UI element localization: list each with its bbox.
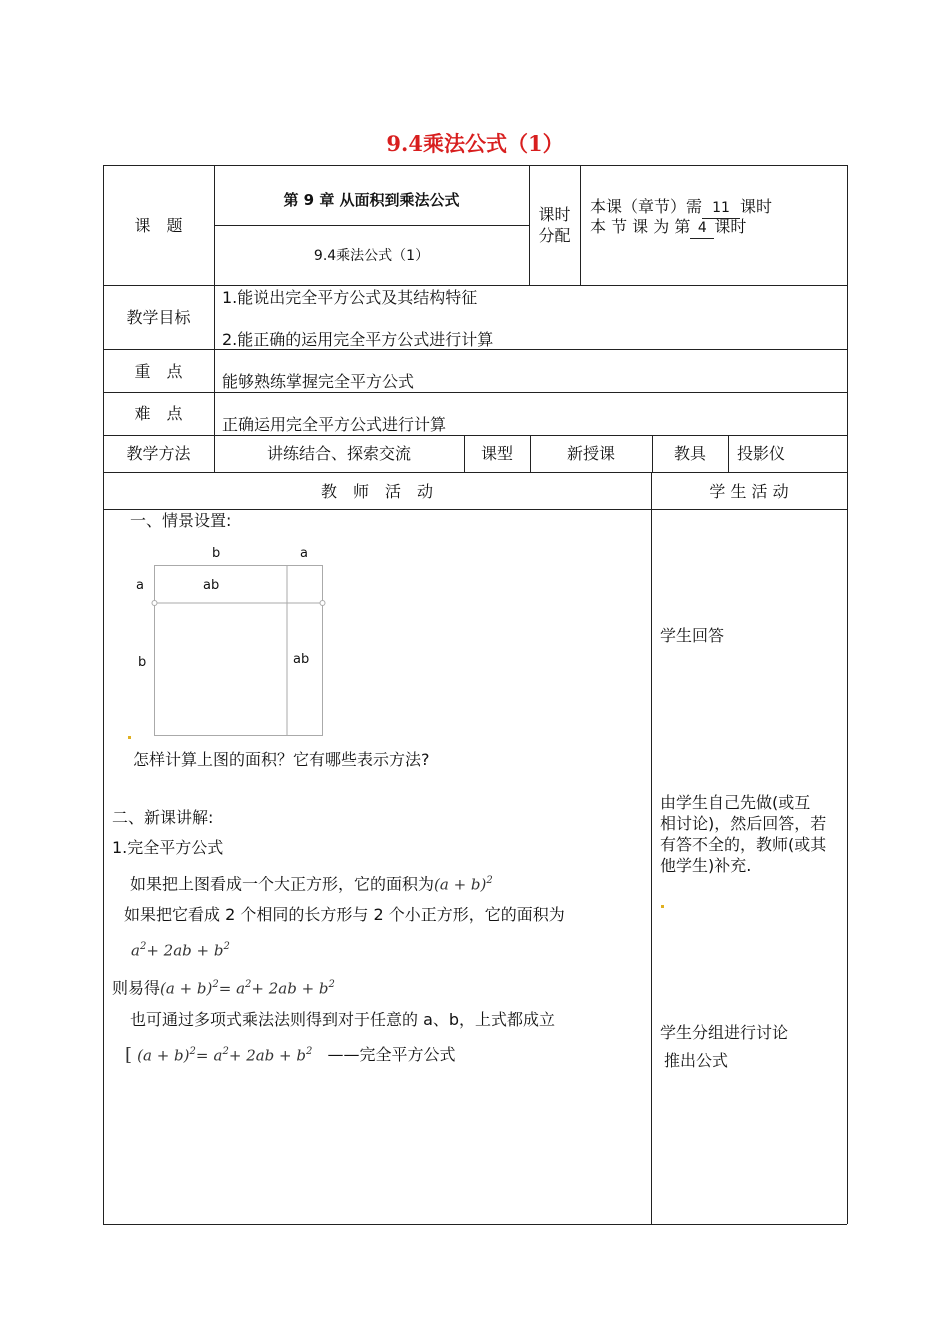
paragraph-pieces-area: $a^2+ 2ab + b^2$ (131, 941, 230, 960)
alloc-label-2: 分配 (538, 226, 571, 245)
type-value: 新授课 (566, 444, 615, 463)
objective-item-2: 2.能正确的运用完全平方公式进行计算 (222, 330, 494, 349)
page-title: 9.4乘法公式（1） (386, 131, 564, 156)
diagram-label-left-b: b (138, 655, 147, 670)
alloc-current-line: 本 节 课 为 第 4 课时 (590, 217, 746, 239)
paragraph-big-square: 如果把上图看成一个大正方形，它的面积为$(a + b)^2$ (130, 874, 493, 894)
student-derive: 推出公式 (664, 1051, 729, 1070)
alloc-label-1: 课时 (538, 205, 571, 224)
tool-label: 教具 (673, 444, 706, 463)
paragraph-derivation: 则易得$(a + b)^2= a^2+ 2ab + b^2$ (112, 978, 335, 998)
area-question: 怎样计算上图的面积？它有哪些表示方法? (133, 750, 430, 769)
teacher-activity-header: 教 师 活 动 (320, 482, 433, 501)
square-formula: [ $(a + b)^2= a^2+ 2ab + b^2$ ——完全平方公式 (125, 1044, 456, 1066)
student-note-line-3: 有答不全的，教师(或其 (660, 835, 827, 854)
subsection-square-formula: 1.完全平方公式 (112, 838, 224, 857)
student-answer: 学生回答 (660, 626, 725, 645)
objective-item-1: 1.能说出完全平方公式及其结构特征 (222, 288, 478, 307)
alloc-total-line: 本课（章节）需 11 课时 (590, 197, 772, 219)
area-diagram (120, 540, 340, 745)
student-discussion: 学生分组进行讨论 (660, 1023, 789, 1042)
student-note-line-4: 他学生)补充. (660, 856, 752, 875)
objectives-label: 教学目标 (126, 308, 191, 327)
formula-name: ——完全平方公式 (327, 1045, 456, 1065)
student-note-line-1: 由学生自己先做(或互 (660, 793, 811, 812)
diagram-label-cell-right: ab (293, 652, 310, 667)
diagram-label-top-b: b (212, 546, 221, 561)
section-scenario: 一、情景设置: (130, 511, 232, 530)
section-new-lesson: 二、新课讲解: (112, 808, 214, 827)
difficulty-label: 难 点 (134, 404, 183, 423)
area-diagram-svg (120, 540, 340, 745)
difficulty-text: 正确运用完全平方公式进行计算 (222, 415, 447, 434)
key-point-text: 能够熟练掌握完全平方公式 (222, 372, 415, 391)
topic-label: 课 题 (134, 216, 183, 235)
alloc-current-value: 4 (690, 218, 714, 239)
diagram-label-top-a: a (300, 546, 308, 561)
alloc-total-value: 11 (702, 198, 740, 219)
student-activity-header: 学 生 活 动 (709, 482, 789, 501)
method-value: 讲练结合、探索交流 (266, 444, 411, 463)
key-point-label: 重 点 (134, 362, 183, 381)
chapter-title: 第 9 章 从面积到乘法公式 (283, 191, 460, 209)
lesson-title: 9.4乘法公式（1） (313, 248, 430, 264)
student-note-line-2: 相讨论)，然后回答，若 (660, 814, 827, 833)
diagram-label-left-a: a (136, 578, 144, 593)
paragraph-general: 也可通过多项式乘法法则得到对于任意的 a、b，上式都成立 (130, 1010, 556, 1029)
method-label: 教学方法 (126, 444, 191, 463)
diagram-label-cell-top: ab (203, 578, 220, 593)
paragraph-pieces: 如果把它看成 2 个相同的长方形与 2 个小正方形，它的面积为 (124, 905, 565, 924)
type-label: 课型 (480, 444, 513, 463)
tool-value: 投影仪 (737, 444, 786, 463)
